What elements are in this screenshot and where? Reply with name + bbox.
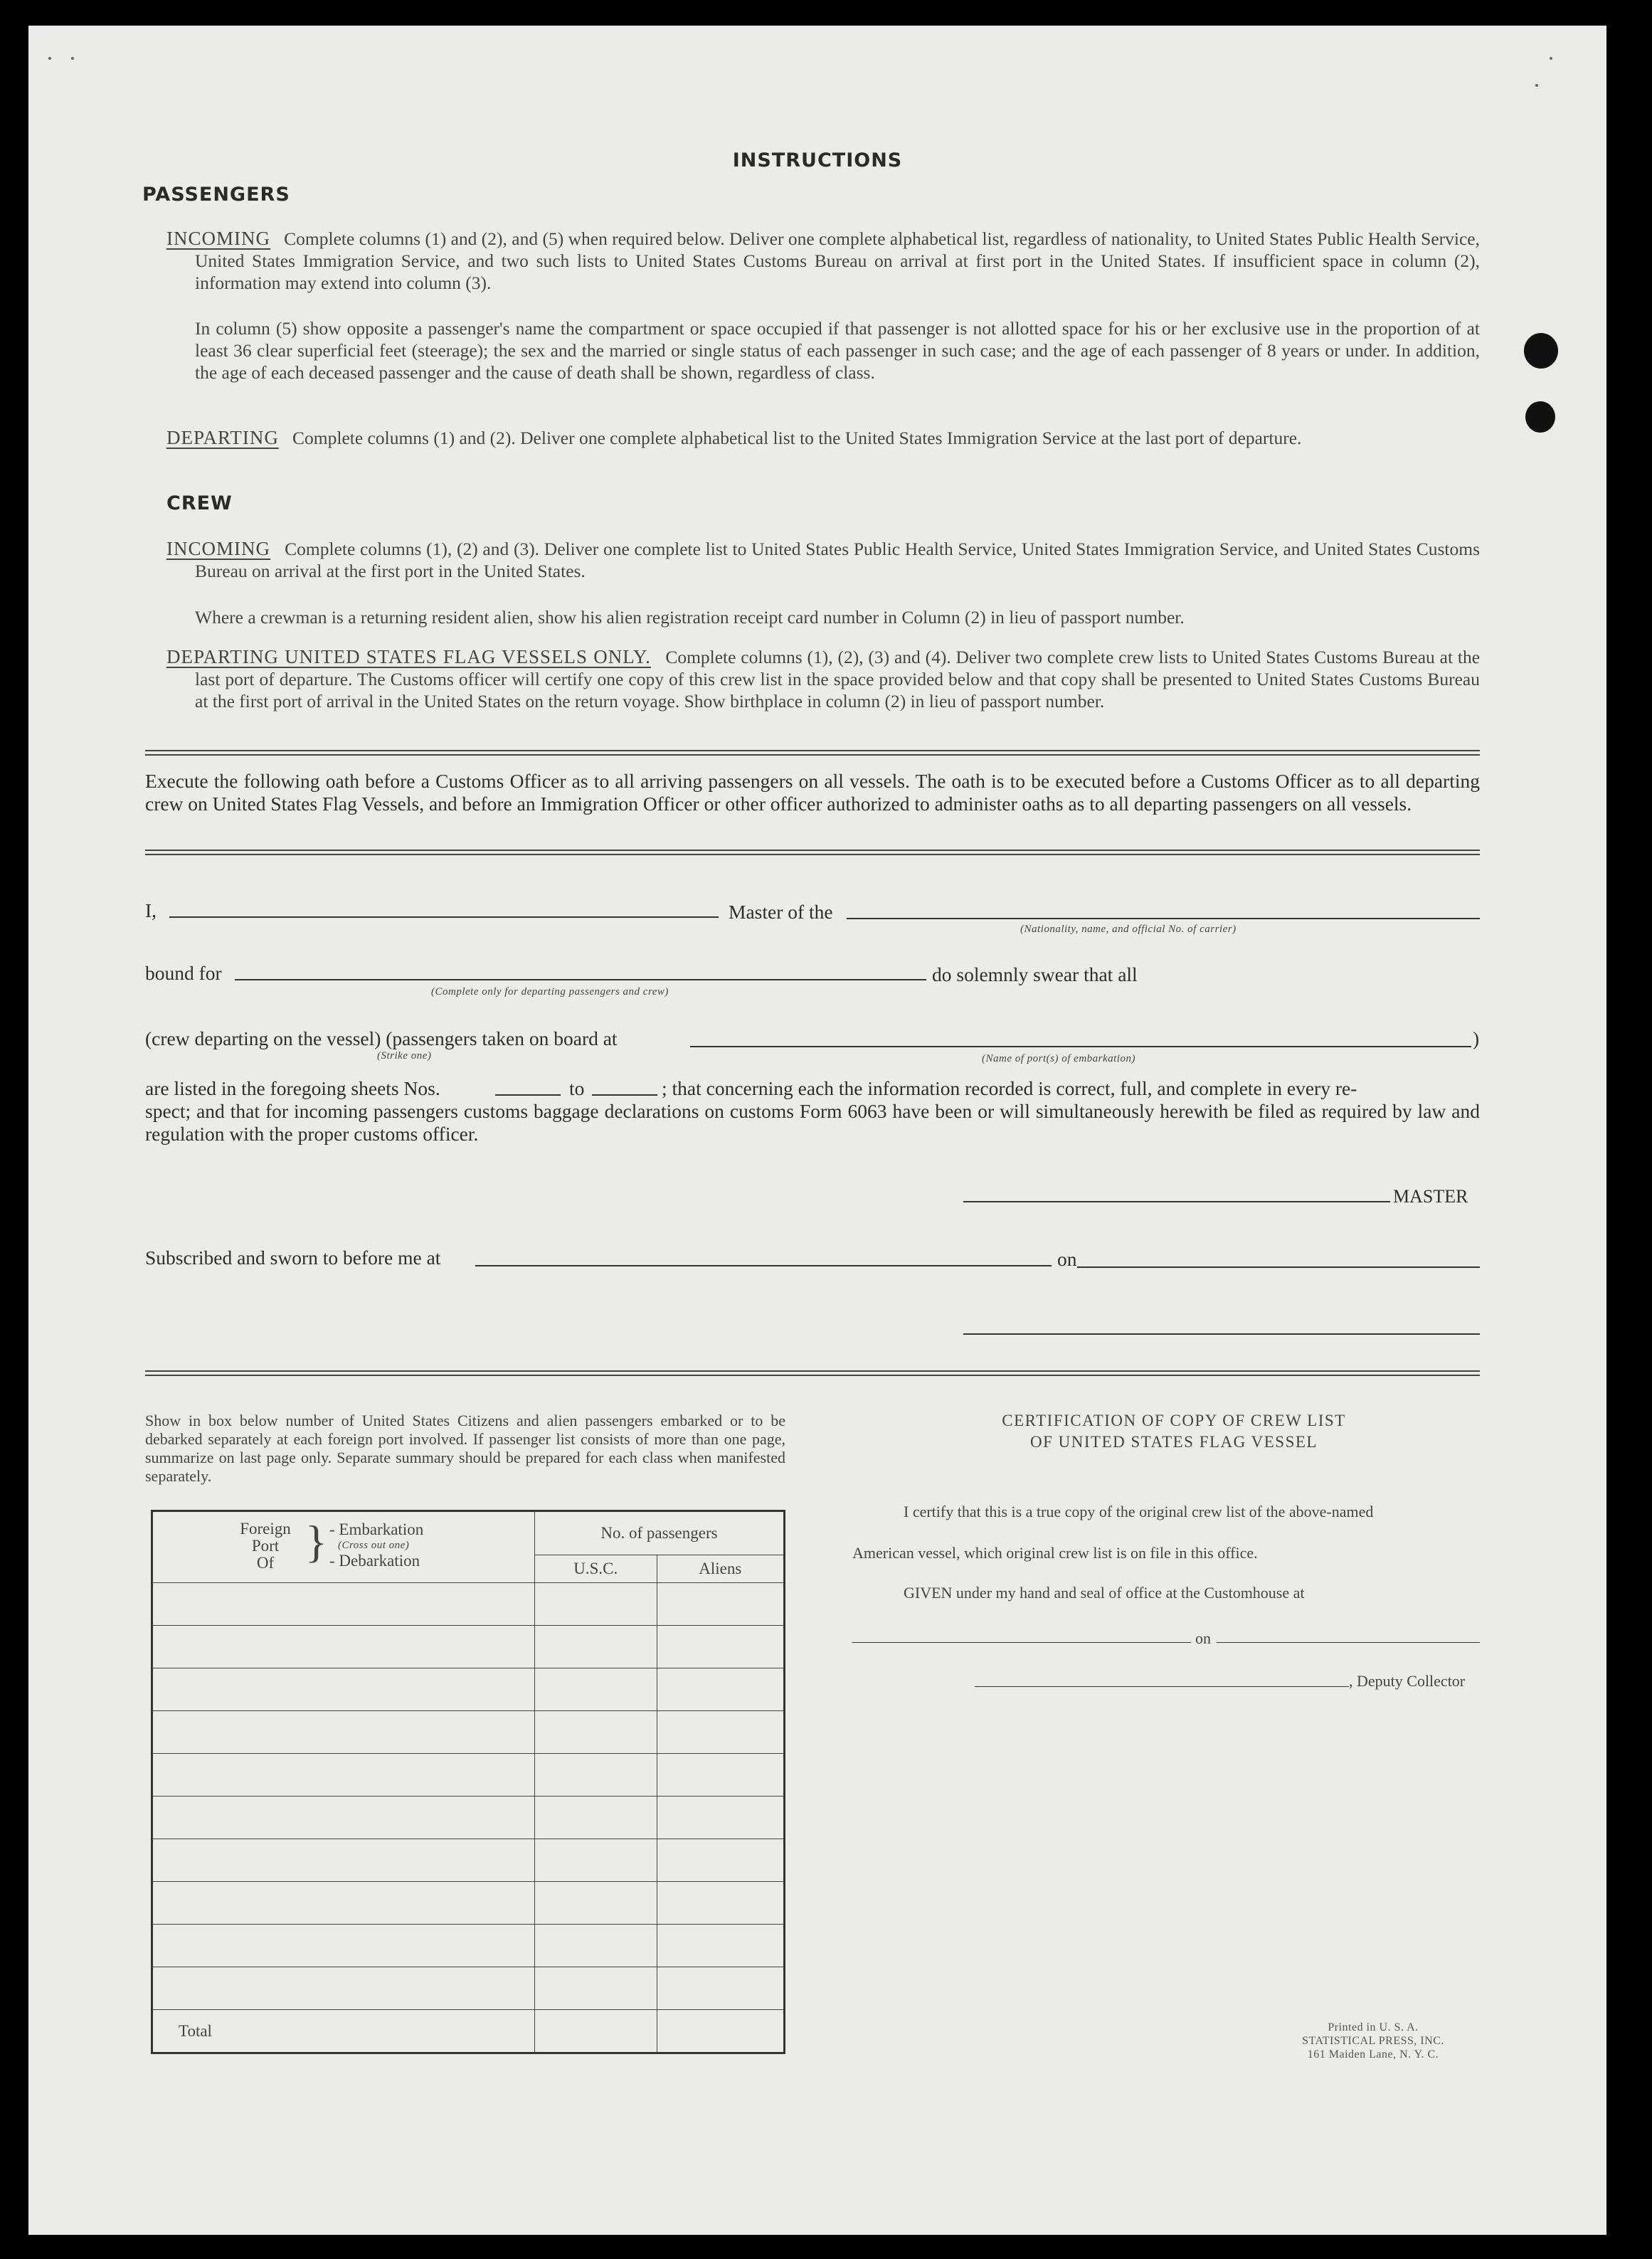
speck <box>71 57 74 60</box>
total-aliens-field[interactable] <box>657 2010 785 2053</box>
departing-text: Complete columns (1) and (2). Deliver one complete alphabetical list to the United States Immigration Service at the last port of departure. <box>292 428 1302 448</box>
punch-hole <box>1524 333 1558 369</box>
printer-imprint <box>1266 2021 1480 2061</box>
departing-label: DEPARTING <box>166 427 279 448</box>
listed-text-2: ; that concerning each the information recorded is correct, full, and complete in every re- <box>662 1077 1357 1099</box>
table-row <box>152 1882 785 1925</box>
aliens-header: Aliens <box>657 1555 785 1583</box>
form-page <box>28 26 1606 2235</box>
table-row <box>152 1925 785 1967</box>
name-field[interactable] <box>169 916 719 918</box>
crew-incoming-instruction <box>166 538 1480 582</box>
certify-line-1: I certify that this is a true copy of the original crew list of the above-named <box>904 1503 1374 1520</box>
no-of-passengers-header: No. of passengers <box>534 1511 784 1555</box>
embarkation-option[interactable]: - Embarkation <box>329 1520 424 1538</box>
crew-departing-instruction <box>166 646 1480 712</box>
certification-title-line-1: CERTIFICATION OF COPY OF CREW LIST <box>1002 1412 1346 1429</box>
divider <box>145 850 1480 855</box>
table-row <box>152 1754 785 1797</box>
brace-icon: } <box>305 1516 327 1567</box>
speck <box>1550 57 1552 60</box>
printer-line-2: STATISTICAL PRESS, INC. <box>1302 2035 1444 2047</box>
debarkation-option[interactable]: - Debarkation <box>329 1552 420 1570</box>
listed-text-1: are listed in the foregoing sheets Nos. <box>145 1077 440 1099</box>
sheet-from-field[interactable] <box>495 1094 561 1096</box>
speck <box>1535 84 1538 87</box>
customhouse-field[interactable] <box>852 1642 1191 1643</box>
bound-caption: (Complete only for departing passengers and crew) <box>431 986 669 998</box>
total-label: Total <box>152 2010 535 2053</box>
listed-to: to <box>569 1077 585 1099</box>
divider <box>145 1370 1480 1376</box>
certify-on-label: on <box>1195 1629 1211 1647</box>
port-summary-table <box>151 1510 785 2054</box>
carrier-field[interactable] <box>847 918 1480 919</box>
deputy-collector-label: , Deputy Collector <box>1349 1672 1466 1690</box>
crew-heading: CREW <box>166 492 233 514</box>
of-label: Of <box>256 1554 275 1572</box>
returning-alien-instruction: Where a crewman is a returning resident alien, show his alien registration receipt card number in Column (2) in lieu of passport number. <box>195 607 1185 628</box>
column5-instruction: In column (5) show opposite a passenger's name the compartment or space occupied if that passenger is not allotted space for his or her exclusive use in the proportion of at least 36 clear superficial feet (steerage); the sex and the married or single status of each passenger in such case; and the age of each passenger of 8 years or under. In addition, the age of each deceased passenger and the cause of death shall be shown, regardless of class. <box>195 318 1480 383</box>
passengers-departing-instruction <box>166 427 1480 449</box>
master-signature-field[interactable] <box>963 1201 1390 1202</box>
port-caption: (Name of port(s) of embarkation) <box>982 1053 1135 1064</box>
master-of-label: Master of the <box>729 901 833 923</box>
total-usc-field[interactable] <box>534 2010 657 2053</box>
table-row <box>152 1839 785 1882</box>
close-paren: ) <box>1473 1027 1480 1049</box>
crew-departing-label: DEPARTING UNITED STATES FLAG VESSELS ONLY. <box>166 646 651 667</box>
foreign-label: Foreign <box>240 1520 291 1538</box>
certify-line-2: American vessel, which original crew list is on file in this office. <box>852 1544 1258 1562</box>
crew-incoming-text: Complete columns (1), (2) and (3). Deliver one complete list to United States Public Health Service, United States Immigration Service, and United States Customs Bureau on arrival at the first port in the United States. <box>195 539 1481 581</box>
usc-header: U.S.C. <box>534 1555 657 1583</box>
incoming-label: INCOMING <box>166 228 270 249</box>
summary-intro: Show in box below number of United States Citizens and alien passengers embarked or to be debarked separately at each foreign port involved. If passenger list consists of more than one page, summarize on last page only. Separate summary should be prepared for each class when manifested separately. <box>145 1412 785 1485</box>
carrier-caption: (Nationality, name, and official No. of carrier) <box>1020 924 1237 935</box>
table-row <box>152 1668 785 1711</box>
certification-title-line-2: OF UNITED STATES FLAG VESSEL <box>1030 1433 1318 1451</box>
sworn-on-label: on <box>1057 1248 1077 1270</box>
table-row <box>152 1583 785 1626</box>
instructions-title: INSTRUCTIONS <box>732 149 903 171</box>
certification-title <box>868 1410 1480 1453</box>
crew-incoming-label: INCOMING <box>166 538 270 559</box>
sheet-to-field[interactable] <box>592 1094 657 1096</box>
table-row <box>152 1711 785 1754</box>
deputy-collector-signature-field[interactable] <box>975 1686 1349 1687</box>
listed-text-3: spect; and that for incoming passengers customs baggage declarations on customs Form 6063 have been or will simultaneously herewith be filed as required by law and regulation with the proper customs officer. <box>145 1100 1480 1145</box>
speck <box>48 57 51 60</box>
master-label: MASTER <box>1393 1186 1468 1207</box>
certify-date-field[interactable] <box>1217 1642 1480 1643</box>
table-row <box>152 1626 785 1668</box>
embarkation-port-field[interactable] <box>690 1046 1471 1047</box>
subscribed-label: Subscribed and sworn to before me at <box>145 1247 441 1269</box>
destination-field[interactable] <box>235 979 926 980</box>
passengers-heading: PASSENGERS <box>142 184 290 206</box>
printer-line-3: 161 Maiden Lane, N. Y. C. <box>1307 2048 1439 2060</box>
table-row <box>152 1797 785 1839</box>
strike-caption: (Strike one) <box>377 1050 432 1062</box>
i-label: I, <box>145 899 157 921</box>
certify-line-3: GIVEN under my hand and seal of office at the Customhouse at <box>904 1584 1305 1602</box>
punch-hole <box>1525 401 1555 433</box>
divider <box>145 750 1480 756</box>
cross-out-caption: (Cross out one) <box>338 1540 410 1551</box>
oath-intro: Execute the following oath before a Customs Officer as to all arriving passengers on all vessels. The oath is to be executed before a Customs Officer as to all departing crew on United States Flag Vessels, and before an Immigration Officer or other officer authorized to administer oaths as to all departing passengers on all vessels. <box>145 770 1480 815</box>
sworn-date-field[interactable] <box>1077 1266 1480 1268</box>
port-header-cell <box>152 1511 535 1583</box>
crew-departing-text: Complete columns (1), (2), (3) and (4). Deliver two complete crew lists to United States Customs Bureau at the last port of departure. The Customs officer will certify one copy of this crew list in the space provided below and that copy shall be presented to United States Customs Bureau at the first port of arrival in the United States on the return voyage. Show birthplace in column (2) in lieu of passport number. <box>195 647 1481 711</box>
table-row <box>152 1967 785 2010</box>
sworn-place-field[interactable] <box>475 1265 1052 1266</box>
crew-passengers-label: (crew departing on the vessel) (passengers taken on board at <box>145 1027 618 1049</box>
officer-signature-field[interactable] <box>963 1333 1480 1335</box>
passengers-incoming-instruction <box>166 228 1480 294</box>
total-row <box>152 2010 785 2053</box>
printer-line-1: Printed in U. S. A. <box>1328 2021 1419 2033</box>
port-label: Port <box>251 1537 280 1555</box>
bound-for-label: bound for <box>145 962 222 984</box>
incoming-text: Complete columns (1) and (2), and (5) when required below. Deliver one complete alphabetical list, regardless of nationality, to United States Public Health Service, United States Immigration Service, and two such lists to United States Customs Bureau on arrival at first port in the United States. If insufficient space in column (2), information may extend into column (3). <box>195 228 1481 293</box>
swear-label: do solemnly swear that all <box>932 963 1138 985</box>
